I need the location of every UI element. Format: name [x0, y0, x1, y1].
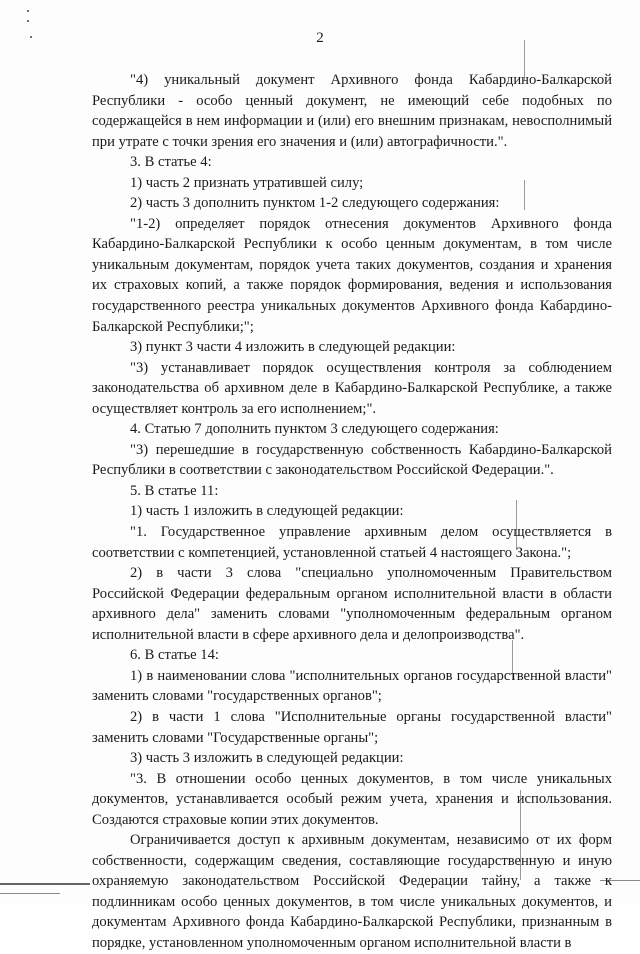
paragraph: 3) часть 3 изложить в следующей редакции:: [130, 750, 404, 767]
paragraph: "1-2) определяет порядок отнесения документов Архивного фонда Кабардино-Балкарской Республики к особо ценным документам, в том числе уникальным документам, порядок учета таких документов, создания и хранения их страховых копий, а также порядок формирования, ведения и использования государственного реестра уникальных документов Архивного фонда Кабардино-Балкарской Республики;";: [92, 215, 612, 335]
scan-artifact: [27, 20, 29, 22]
paragraph: "3) устанавливает порядок осуществления контроля за соблюдением законодательства об архивном деле в Кабардино-Балкарской Республике, а также осуществляет контроль за его исполнением;".: [92, 359, 612, 417]
paragraph: "4) уникальный документ Архивного фонда Кабардино-Балкарской Республики - особо ценный документ, не имеющий себе подобных по содержащейся в нем информации и (или) его внешним признакам, невосполнимый при утрате с точки зрения его значения и (или) автографичности.".: [92, 72, 612, 150]
paragraph: 5. В статье 11:: [130, 482, 219, 499]
paragraph: 1) часть 2 признать утратившей силу;: [130, 174, 364, 191]
paragraph: 6. В статье 14:: [130, 647, 219, 664]
paragraph: 1) в наименовании слова "исполнительных органов государственной власти" заменить словами "государственных органов";: [92, 667, 612, 705]
paragraph: 2) часть 3 дополнить пунктом 1-2 следующего содержания:: [130, 195, 500, 212]
paragraph: "3) перешедшие в государственную собственность Кабардино-Балкарской Республики в соответствии с законодательством Российской Федерации.".: [92, 441, 612, 479]
paragraph: "1. Государственное управление архивным делом осуществляется в соответствии с компетенцией, установленной статьей 4 настоящего Закона.";: [92, 524, 612, 561]
paragraph: 2) в части 3 слова "специально уполномоченным Правительством Российской Федерации федеральным органом исполнительной власти в области архивного дела" заменить словами "уполномоченным федеральным органом исполнительной власти в сфере архивного дела и делопроизводства".: [92, 565, 612, 643]
paragraph: 3) пункт 3 части 4 изложить в следующей редакции:: [130, 339, 456, 356]
scan-artifact: [27, 10, 29, 12]
body-text: [92, 70, 612, 954]
paragraph: 4. Статью 7 дополнить пунктом 3 следующего содержания:: [130, 421, 499, 438]
paragraph: 3. В статье 4:: [130, 154, 212, 171]
page-number: 2: [316, 30, 324, 46]
paragraph: 2) в части 1 слова "Исполнительные органы государственной власти" заменить словами "Государственные органы";: [92, 708, 612, 746]
scan-artifact: [0, 893, 60, 894]
scan-artifact: [0, 883, 90, 885]
paragraph: Ограничивается доступ к архивным документам, независимо от их форм собственности, содержащим сведения, составляющие государственную и иную охраняемую законодательством Российской Федерации тайну, а также к подлинникам особо ценных документов, в том числе уникальных документов, и документам Архивного фонда Кабардино-Балкарской Республики, признанным в порядке, установленном уполномоченным органом исполнительной власти в: [92, 832, 612, 951]
paragraph: 1) часть 1 изложить в следующей редакции:: [130, 503, 404, 520]
paragraph: "3. В отношении особо ценных документов, в том числе уникальных документов, устанавливается особый режим учета, хранения и использования. Создаются страховые копии этих документов.: [92, 770, 612, 828]
